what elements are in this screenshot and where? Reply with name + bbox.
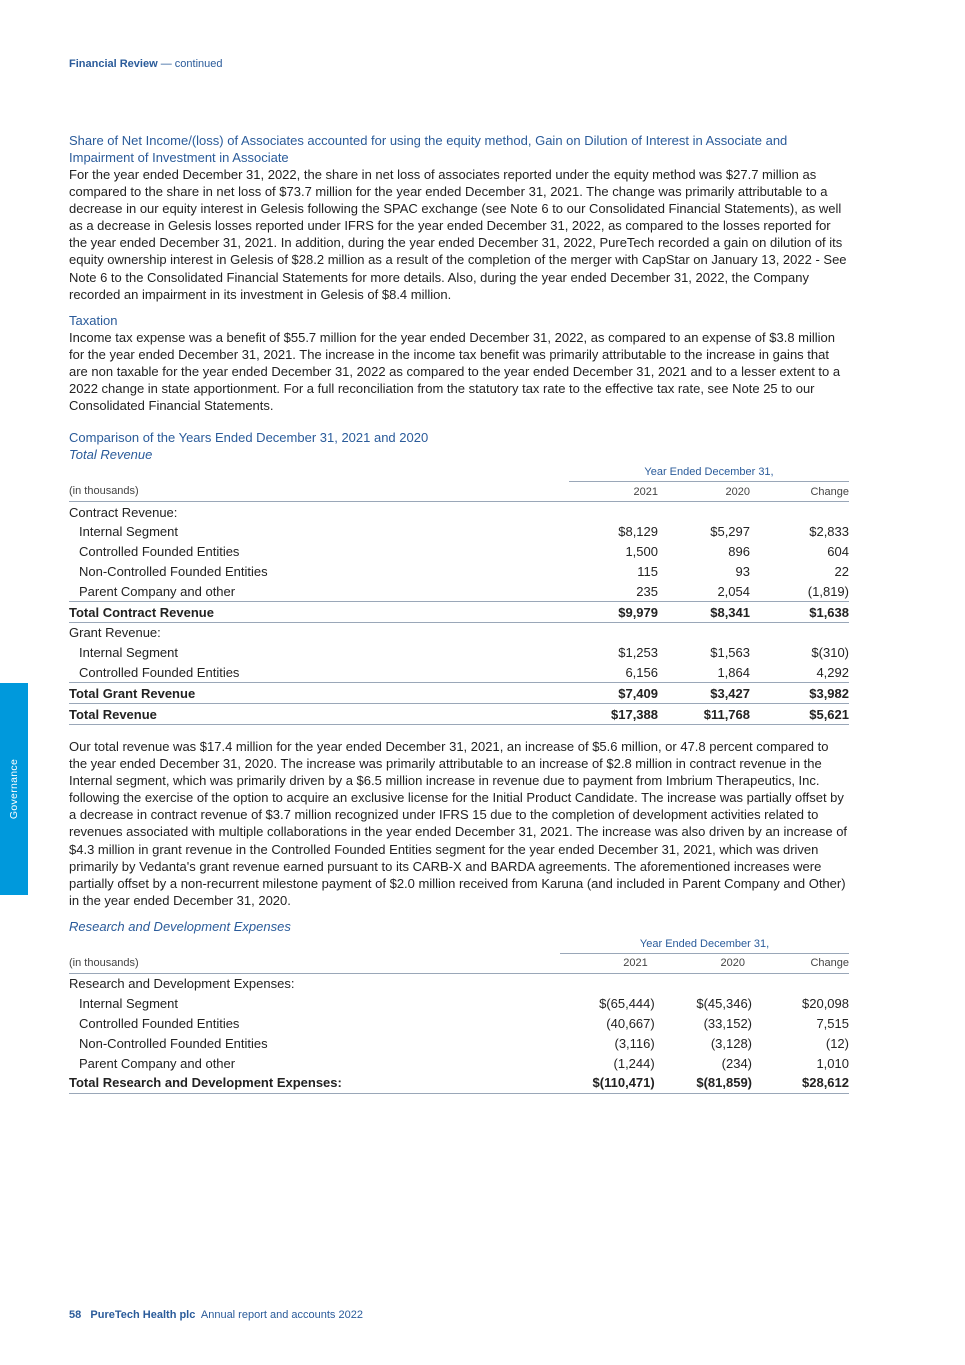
cell-2021: (1,244) — [613, 1055, 655, 1071]
cell-change: $3,982 — [750, 683, 849, 704]
table-header-row — [69, 935, 849, 954]
cell-change: $1,638 — [750, 602, 849, 623]
footer-doc: Annual report and accounts 2022 — [200, 1309, 363, 1321]
col-change: Change — [750, 482, 849, 502]
revenue-table — [69, 463, 849, 725]
cell-2021: $(65,444) — [599, 996, 655, 1012]
table-group-row — [69, 623, 849, 643]
table-row — [69, 542, 849, 562]
unit-label: (in thousands) — [69, 482, 569, 502]
row-label: Parent Company and other — [79, 583, 236, 599]
taxation-body: Income tax expense was a benefit of $55.7 million for the year ended December 31, 2022, as compared to an expense of $3.8 million for the year ended December 31, 2021. The increase in the income tax benefit was primarily attributable to the increase in gains that are non taxable for the year ended December 31, 2022 as compared to the year ended December 31, 2021 and to a lesser extent to a 2022 change in state apportionment. For a full reconciliation from the statutory tax rate to the effective tax rate, see Note 25 to our Consolidated Financial Statements. — [69, 329, 841, 414]
table-row — [69, 663, 849, 683]
table-row — [69, 581, 849, 601]
group-label: Grant Revenue: — [69, 625, 161, 641]
table-row — [69, 1014, 849, 1034]
cell-2021: (40,667) — [606, 1015, 655, 1031]
cell-change: $20,098 — [802, 996, 849, 1012]
row-label: Non-Controlled Founded Entities — [79, 564, 268, 579]
table-row — [69, 1033, 849, 1053]
row-label: Parent Company and other — [79, 1055, 236, 1071]
row-label: Controlled Founded Entities — [79, 544, 240, 560]
cell-2020: 93 — [735, 564, 750, 579]
row-label: Internal Segment — [79, 645, 179, 661]
rd-subheading: Research and Development Expenses — [69, 918, 291, 934]
taxation-heading: Taxation — [69, 312, 118, 328]
cell-2020: $(81,859) — [655, 1073, 752, 1093]
cell-change: 7,515 — [816, 1015, 849, 1031]
group-label: Contract Revenue: — [69, 504, 178, 520]
cell-2020: $8,341 — [658, 602, 750, 623]
cell-2021: $8,129 — [618, 524, 658, 540]
table-row — [69, 562, 849, 582]
associates-body: For the year ended December 31, 2022, the share in net loss of associates reported under the equity method was $27.7 million as compared to the share in net loss of $73.7 million for the year ended December 31, 2021. The change was primarily attributable to a decrease in our equity interest in Gelesis following the SPAC exchange (see Note 6 to our Consolidated Financial Statements), as well as a decrease in Gelesis losses reported under IFRS for the year ended December 31, 2022, as compared to the losses reported for the year ended December 31, 2021. In addition, during the year ended December 31, 2022, PureTech recorded a gain on dilution of its equity ownership interest in Gelesis of $28.2 million as a result of the completion of the merger with CapStar on January 13, 2022 - See Note 6 to the Consolidated Financial Statements for more details. Also, during the year ended December 31, 2022, the Company recorded an impairment in its investment in Gelesis of $8.4 million. — [69, 167, 847, 302]
table-total-row — [69, 602, 849, 623]
group-label: Research and Development Expenses: — [69, 976, 295, 992]
cell-2020: $3,427 — [658, 683, 750, 704]
cell-change: $2,833 — [809, 524, 849, 540]
table-column-header-row — [69, 482, 849, 502]
cell-2020: 896 — [728, 544, 750, 560]
period-header: Year Ended December 31, — [560, 935, 849, 954]
cell-2021: 6,156 — [625, 664, 658, 680]
cell-2021: $(110,471) — [560, 1073, 655, 1093]
section-side-tab[interactable] — [0, 683, 28, 895]
page-number: 58 — [69, 1309, 82, 1321]
table-row — [69, 522, 849, 542]
col-2020: 2020 — [655, 953, 752, 973]
cell-2020: $5,297 — [710, 524, 750, 540]
row-label: Internal Segment — [79, 524, 179, 540]
table-grand-total-row — [69, 704, 849, 725]
row-label: Total Grant Revenue — [69, 683, 569, 704]
cell-2020: $(45,346) — [696, 996, 753, 1012]
cell-2020: (33,152) — [703, 1015, 753, 1031]
associates-heading: Share of Net Income/(loss) of Associates accounted for using the equity method, Gain on Dilution of Interest in Associate and Impairment of Investment in Associate — [69, 133, 788, 165]
cell-2020: (234) — [721, 1055, 753, 1071]
cell-2020: 2,054 — [717, 583, 750, 599]
cell-2020: $1,563 — [710, 645, 750, 661]
header-section: Financial Review — [69, 58, 158, 70]
unit-label: (in thousands) — [69, 953, 560, 973]
total-revenue-subheading: Total Revenue — [69, 447, 153, 463]
cell-2021: $1,253 — [618, 645, 658, 661]
cell-2021: $17,388 — [569, 704, 658, 725]
col-2020: 2020 — [658, 482, 750, 502]
cell-2020: (3,128) — [710, 1035, 753, 1051]
running-header — [69, 58, 222, 70]
row-label: Internal Segment — [79, 996, 179, 1012]
cell-change: 1,010 — [816, 1055, 849, 1071]
main-content — [69, 132, 849, 1094]
cell-2021: $7,409 — [569, 683, 658, 704]
table-group-row — [69, 973, 849, 993]
row-label: Controlled Founded Entities — [79, 1015, 240, 1031]
cell-2021: 235 — [636, 583, 658, 599]
cell-change: 604 — [827, 544, 849, 560]
side-tab-label: Governance — [8, 758, 20, 820]
table-row — [69, 643, 849, 663]
cell-2021: 1,500 — [625, 544, 658, 560]
rd-table — [69, 935, 849, 1094]
cell-change: 22 — [834, 564, 849, 579]
cell-change: 4,292 — [816, 664, 849, 680]
row-label: Total Contract Revenue — [69, 602, 569, 623]
row-label: Total Revenue — [69, 704, 569, 725]
footer-company: PureTech Health plc — [90, 1309, 196, 1321]
cell-2021: $9,979 — [569, 602, 658, 623]
col-change: Change — [752, 953, 849, 973]
header-suffix: — continued — [160, 58, 223, 70]
table-total-row — [69, 683, 849, 704]
cell-2020: $11,768 — [658, 704, 750, 725]
cell-2020: 1,864 — [717, 664, 750, 680]
cell-change: $(310) — [811, 645, 849, 661]
row-label: Total Research and Development Expenses: — [69, 1073, 560, 1093]
col-2021: 2021 — [560, 953, 655, 973]
row-label: Non-Controlled Founded Entities — [79, 1035, 268, 1051]
table-total-row — [69, 1073, 849, 1093]
row-label: Controlled Founded Entities — [79, 664, 240, 680]
table-group-row — [69, 502, 849, 522]
table-row — [69, 1053, 849, 1073]
revenue-discussion-body: Our total revenue was $17.4 million for the year ended December 31, 2021, an increase of $5.6 million, or 47.8 percent compared to the year ended December 31, 2020. The increase was primarily attributable to an increase of $2.8 million in contract revenue in the Internal segment, which was primarily driven by a $6.5 million increase in revenue due to payment from Imbrium Therapeutics, Inc. following the exercise of the option to acquire an exclusive license for the Initial Product Candidate. The increase was partially offset by a decrease in contract revenue of $3.7 million recognized under IFRS 15 due to the completion of development activities related to revenues associated with multiple collaborations in the year ended December 31, 2021. The increase was also driven by an increase of $4.3 million in grant revenue in the Controlled Founded Entities segment for the year ended December 31, 2021, which was driven primarily by Vedanta's grant revenue earned pursuant to its CARB-X and BARDA agreements. The aforementioned increases were partially offset by a non-recurrent milestone payment of $2.0 million received from Karuna (and included in Parent Company and Other) in the year ended December 31, 2020. — [69, 738, 848, 908]
comparison-heading: Comparison of the Years Ended December 31, 2021 and 2020 — [69, 430, 429, 446]
cell-change: (12) — [825, 1035, 849, 1051]
col-2021: 2021 — [569, 482, 658, 502]
cell-change: $5,621 — [750, 704, 849, 725]
cell-change: (1,819) — [807, 583, 849, 599]
cell-change: $28,612 — [752, 1073, 849, 1093]
table-header-row — [69, 463, 849, 482]
cell-2021: 115 — [637, 564, 658, 579]
cell-2021: (3,116) — [614, 1035, 655, 1051]
page-footer — [69, 1309, 363, 1321]
table-row — [69, 994, 849, 1014]
period-header: Year Ended December 31, — [569, 463, 849, 482]
table-column-header-row — [69, 953, 849, 973]
